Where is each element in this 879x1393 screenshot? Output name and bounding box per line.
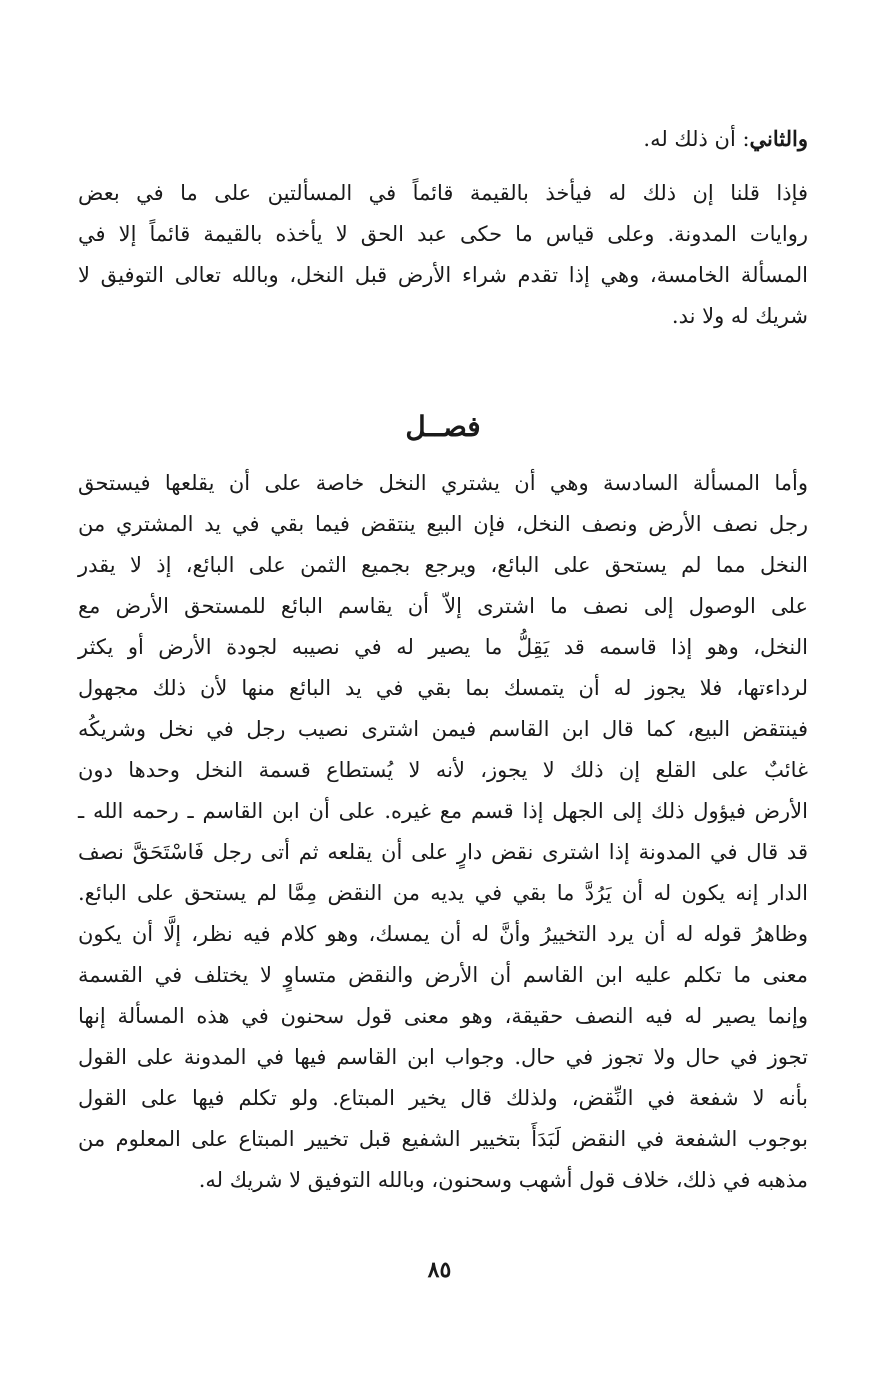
text-line: بأنه لا شفعة في النِّقض، ولذلك قال يخير المبتاع. ولو تكلم فيها على القول <box>78 1086 808 1110</box>
text-line: رجل نصف الأرض ونصف النخل، فإن البيع ينتقض فيما بقي في يد المشتري من <box>78 512 808 536</box>
paragraph-sixth-issue <box>78 463 808 1201</box>
text-line: لرداءتها، فلا يجوز له أن يتمسك بما بقي في يد البائع منها لأن ذلك مجهول <box>78 676 808 700</box>
paragraph-second-opinion <box>78 118 808 159</box>
text-line: روايات المدونة. وعلى قياس ما حكى عبد الحق لا يأخذه بالقيمة قائماً إلا في <box>78 222 808 246</box>
text-line: الأرض فيؤول ذلك إلى الجهل إذا قسم مع غيره. على أن ابن القاسم ـ رحمه الله ـ <box>78 799 808 823</box>
text-line: وأما المسألة السادسة وهي أن يشتري النخل خاصة على أن يقلعها فيستحق <box>78 471 808 495</box>
text-line: النخل، وهو إذا قاسمه قد يَقِلُّ ما يصير له في نصيبه لجودة الأرض أو يكثر <box>78 635 808 659</box>
text-line: تجوز في حال ولا تجوز في حال. وجواب ابن القاسم فيها في المدونة على القول <box>78 1045 808 1069</box>
text-line: وإنما يصير له فيه النصف حقيقة، وهو معنى قول سحنون في هذه المسألة إنها <box>78 1004 808 1028</box>
section-heading: فصــل <box>405 410 481 443</box>
text-line: غائبٌ على القلع إن ذلك لا يجوز، لأنه لا يُستطاع قسمة النخل وحدها دون <box>78 758 808 782</box>
text-line: المسألة الخامسة، وهي إذا تقدم شراء الأرض قبل النخل، وبالله تعالى التوفيق لا <box>78 263 808 287</box>
text-line: فإذا قلنا إن ذلك له فيأخذ بالقيمة قائماً في المسألتين على ما في بعض <box>78 181 808 205</box>
book-page-text <box>78 118 808 1201</box>
text-line: على الوصول إلى نصف ما اشترى إلاّ أن يقاسم البائع للمستحق الأرض مع <box>78 594 808 618</box>
text-line: الدار إنه يكون له أن يَرُدَّ ما بقي في يديه من النقض مِمَّا لم يستحق على البائع. <box>78 881 808 905</box>
text-line: النخل مما لم يستحق على البائع، ويرجع بجميع الثمن على البائع، إذ لا يقدر <box>78 553 808 577</box>
lead-term: والثاني <box>749 126 808 151</box>
text-line: قد قال في المدونة إذا اشترى نقض دارٍ على أن يقلعه ثم أتى رجل فَاسْتَحَقَّ نصف <box>78 840 808 864</box>
text-line: معنى ما تكلم عليه ابن القاسم أن الأرض والنقض متساوٍ لا يختلف في القسمة <box>78 963 808 987</box>
paragraph-conclusion <box>78 173 808 337</box>
text-line: فينتقض البيع، كما قال ابن القاسم فيمن اشترى نصيب رجل في نخل وشريكُه <box>78 717 808 741</box>
text-line: مذهبه في ذلك، خلاف قول أشهب وسحنون، وبالله التوفيق لا شريك له. <box>198 1168 808 1192</box>
text-line: وظاهرُ قوله له أن يرد التخييرُ وأنَّ له أن يمسك، وهو كلام فيه نظر، إلَّا أن يكون <box>78 922 808 946</box>
text-line: شريك له ولا ند. <box>671 304 808 328</box>
text-line: بوجوب الشفعة في النقض لَبَدَأَ بتخيير الشفيع قبل تخيير المبتاع على المعلوم من <box>78 1127 808 1151</box>
page-number: ٨٥ <box>427 1257 452 1283</box>
paragraph-text: : أن ذلك له. <box>643 127 750 151</box>
